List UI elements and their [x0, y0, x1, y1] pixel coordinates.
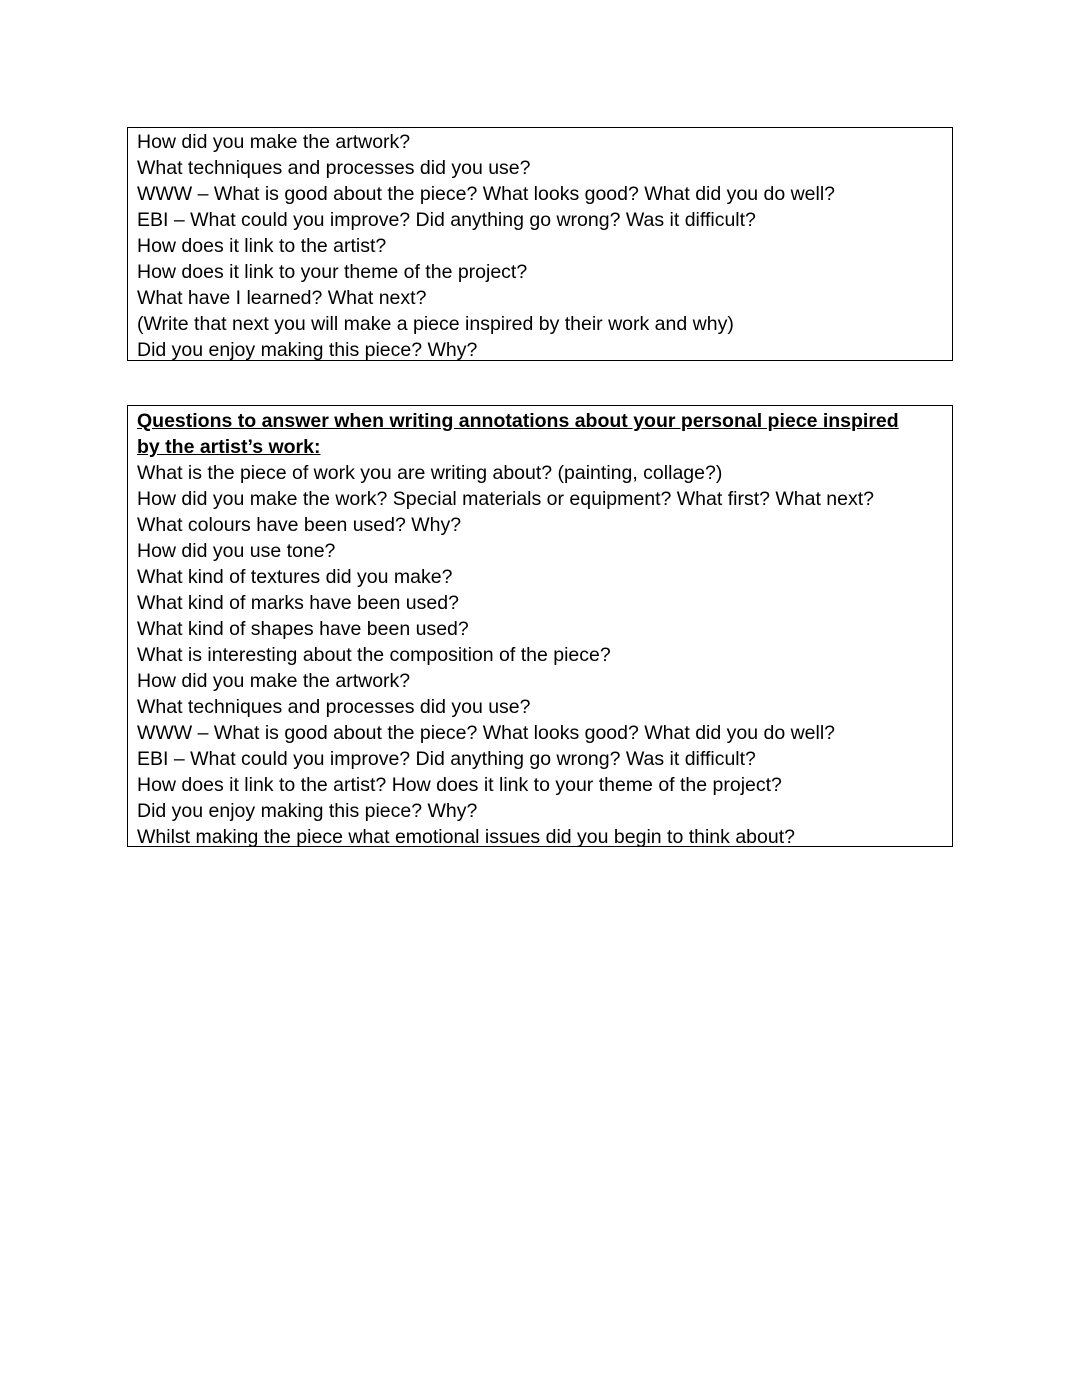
box-heading-line-2: by the artist’s work: [137, 436, 321, 458]
question-line: WWW – What is good about the piece? What looks good? What did you do well? [137, 183, 836, 205]
question-line: WWW – What is good about the piece? What looks good? What did you do well? [137, 722, 836, 744]
question-line: How does it link to the artist? How does it link to your theme of the project? [137, 774, 782, 796]
annotation-questions-box [127, 405, 953, 847]
question-line: What is interesting about the composition of the piece? [137, 644, 611, 666]
reflection-questions-box [127, 127, 953, 361]
question-line: What kind of marks have been used? [137, 592, 459, 614]
question-line: Did you enjoy making this piece? Why? [137, 800, 478, 822]
question-line: What techniques and processes did you use? [137, 157, 531, 179]
question-line: (Write that next you will make a piece inspired by their work and why) [137, 313, 734, 335]
question-line: Did you enjoy making this piece? Why? [137, 339, 478, 361]
question-line: How did you make the work? Special materials or equipment? What first? What next? [137, 488, 875, 510]
question-line: How did you use tone? [137, 540, 336, 562]
question-line: What have I learned? What next? [137, 287, 427, 309]
question-line: How did you make the artwork? [137, 670, 411, 692]
question-line: How does it link to your theme of the project? [137, 261, 528, 283]
question-line: EBI – What could you improve? Did anything go wrong? Was it difficult? [137, 209, 756, 231]
question-line: What techniques and processes did you use? [137, 696, 531, 718]
box-heading-line-1: Questions to answer when writing annotations about your personal piece inspired [137, 410, 899, 432]
question-line: What is the piece of work you are writing about? (painting, collage?) [137, 462, 723, 484]
question-line: What kind of shapes have been used? [137, 618, 469, 640]
question-line: How does it link to the artist? [137, 235, 387, 257]
question-line: How did you make the artwork? [137, 131, 411, 153]
question-line: What colours have been used? Why? [137, 514, 462, 536]
box-heading [137, 408, 944, 460]
question-line: EBI – What could you improve? Did anything go wrong? Was it difficult? [137, 748, 756, 770]
question-line: Whilst making the piece what emotional issues did you begin to think about? [137, 826, 795, 848]
question-line: What kind of textures did you make? [137, 566, 453, 588]
